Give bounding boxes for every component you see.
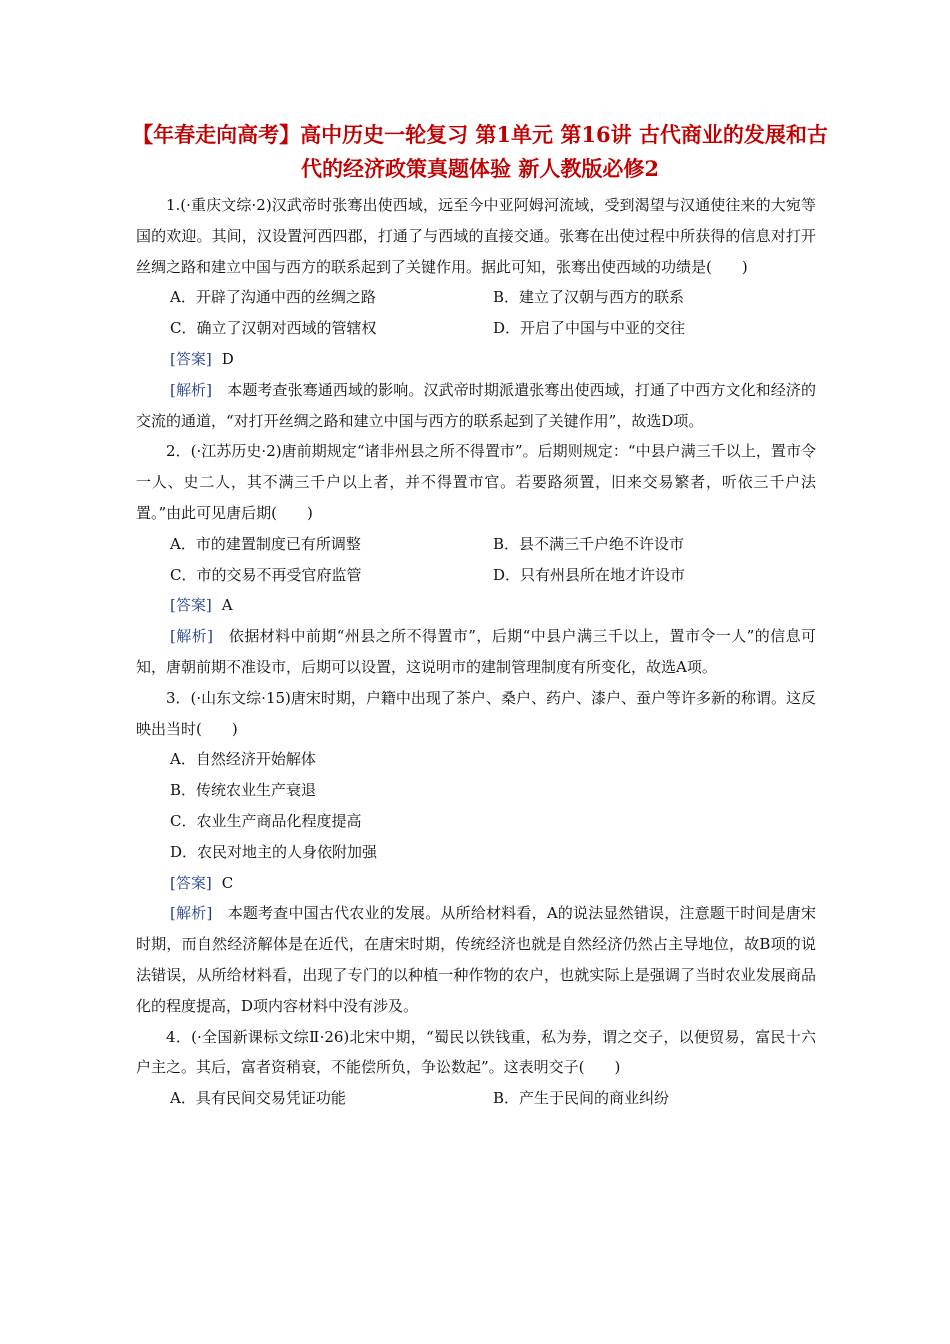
question-1-option-c: C．确立了汉朝对西域的管辖权 [170,319,377,338]
question-3-option-d: D．农民对地主的人身依附加强 [170,842,378,861]
question-1-options-row-1 [136,282,816,313]
question-3-answer [136,868,816,899]
answer-value: C [221,873,234,892]
question-2-explanation [136,621,816,683]
question-2-option-d: D．只有州县所在地才许设市 [493,565,686,584]
question-4-options-row-1 [136,1083,816,1114]
answer-tag: [答案] [170,596,212,615]
question-1-options-row-2 [136,313,816,344]
question-2-options-row-2 [136,560,816,591]
question-2-stem: 2．(·江苏历史·2)唐前期规定“诸非州县之所不得置市”。后期则规定：“中县户满三千以上，置市令一人、史二人，其不满三千户以上者，并不得置市官。若要路须置，旧来交易繁者，听依三千户法置。”由此可见唐后期( ) [136,442,816,522]
question-3-explanation [136,898,816,1021]
explanation-text: 本题考查张骞通西域的影响。汉武帝时期派遣张骞出使西域，打通了中西方文化和经济的交流的通道，“对打开丝绸之路和建立中国与西方的联系起到了关键作用”，故选D项。 [136,380,816,430]
question-3-option-b: B．传统农业生产衰退 [170,781,317,800]
explanation-text: 本题考查中国古代农业的发展。从所给材料看，A的说法显然错误，注意题干时间是唐宋时期，而自然经济解体是在近代，在唐宋时期，传统经济也就是自然经济仍然占主导地位，故B项的说法错误，从所给材料看，出现了专门的以种植一种作物的农户，也就实际上是强调了当时农业发展商品化的程度提高，D项内容材料中没有涉及。 [136,904,816,1015]
answer-value: A [221,596,233,615]
question-4-option-b: B．产生于民间的商业纠纷 [493,1089,670,1108]
question-3-option-c: C．农业生产商品化程度提高 [170,811,362,830]
document-title: 【年春走向高考】高中历史一轮复习 第1单元 第16讲 古代商业的发展和古代的经济政策真题体验 新人教版必修2 [132,122,828,181]
question-1-explanation [136,375,816,437]
answer-value: D [221,349,234,368]
explain-tag: [解析] [170,904,213,923]
question-3-stem: 3．(·山东文综·15)唐宋时期，户籍中出现了茶户、桑户、药户、漆户、蚕户等许多新的称谓。这反映出当时( ) [136,688,816,738]
question-2-options-row-1 [136,529,816,560]
question-1-option-a: A．开辟了沟通中西的丝绸之路 [170,288,376,307]
question-4-option-a: A．具有民间交易凭证功能 [170,1089,346,1108]
question-1-answer [136,344,816,375]
question-2-option-a: A．市的建置制度已有所调整 [170,534,361,553]
question-2-option-c: C．市的交易不再受官府监管 [170,565,362,584]
question-1-stem: 1.(·重庆文综·2)汉武帝时张骞出使西域，远至今中亚阿姆河流域，受到渴望与汉通使往来的大宛等国的欢迎。其间，汉设置河西四郡，打通了与西域的直接交通。张骞在出使过程中所获得的信息对打开丝绸之路和建立中国与西方的联系起到了关键作用。据此可知，张骞出使西域的功绩是( ) [136,196,816,276]
question-2-option-b: B．县不满三千户绝不许设市 [493,534,685,553]
answer-tag: [答案] [170,873,212,892]
question-4-stem: 4．(·全国新课标文综Ⅱ·26)北宋中期，“蜀民以铁钱重，私为券，谓之交子，以便贸易，富民十六户主之。其后，富者资稍衰，不能偿所负，争讼数起”。这表明交子( ) [136,1027,816,1077]
document-content [136,190,816,1114]
question-2-answer [136,590,816,621]
answer-tag: [答案] [170,349,212,368]
explain-tag: [解析] [170,380,213,399]
explain-tag: [解析] [170,627,213,646]
question-1-option-d: D．开启了中国与中亚的交往 [493,319,686,338]
explanation-text: 依据材料中前期“州县之所不得置市”，后期“中县户满三千以上，置市令一人”的信息可知，唐朝前期不准设市，后期可以设置，这说明市的建制管理制度有所变化，故选A项。 [136,627,816,676]
question-1-option-b: B．建立了汉朝与西方的联系 [493,288,685,307]
question-3-option-a: A．自然经济开始解体 [170,750,316,769]
